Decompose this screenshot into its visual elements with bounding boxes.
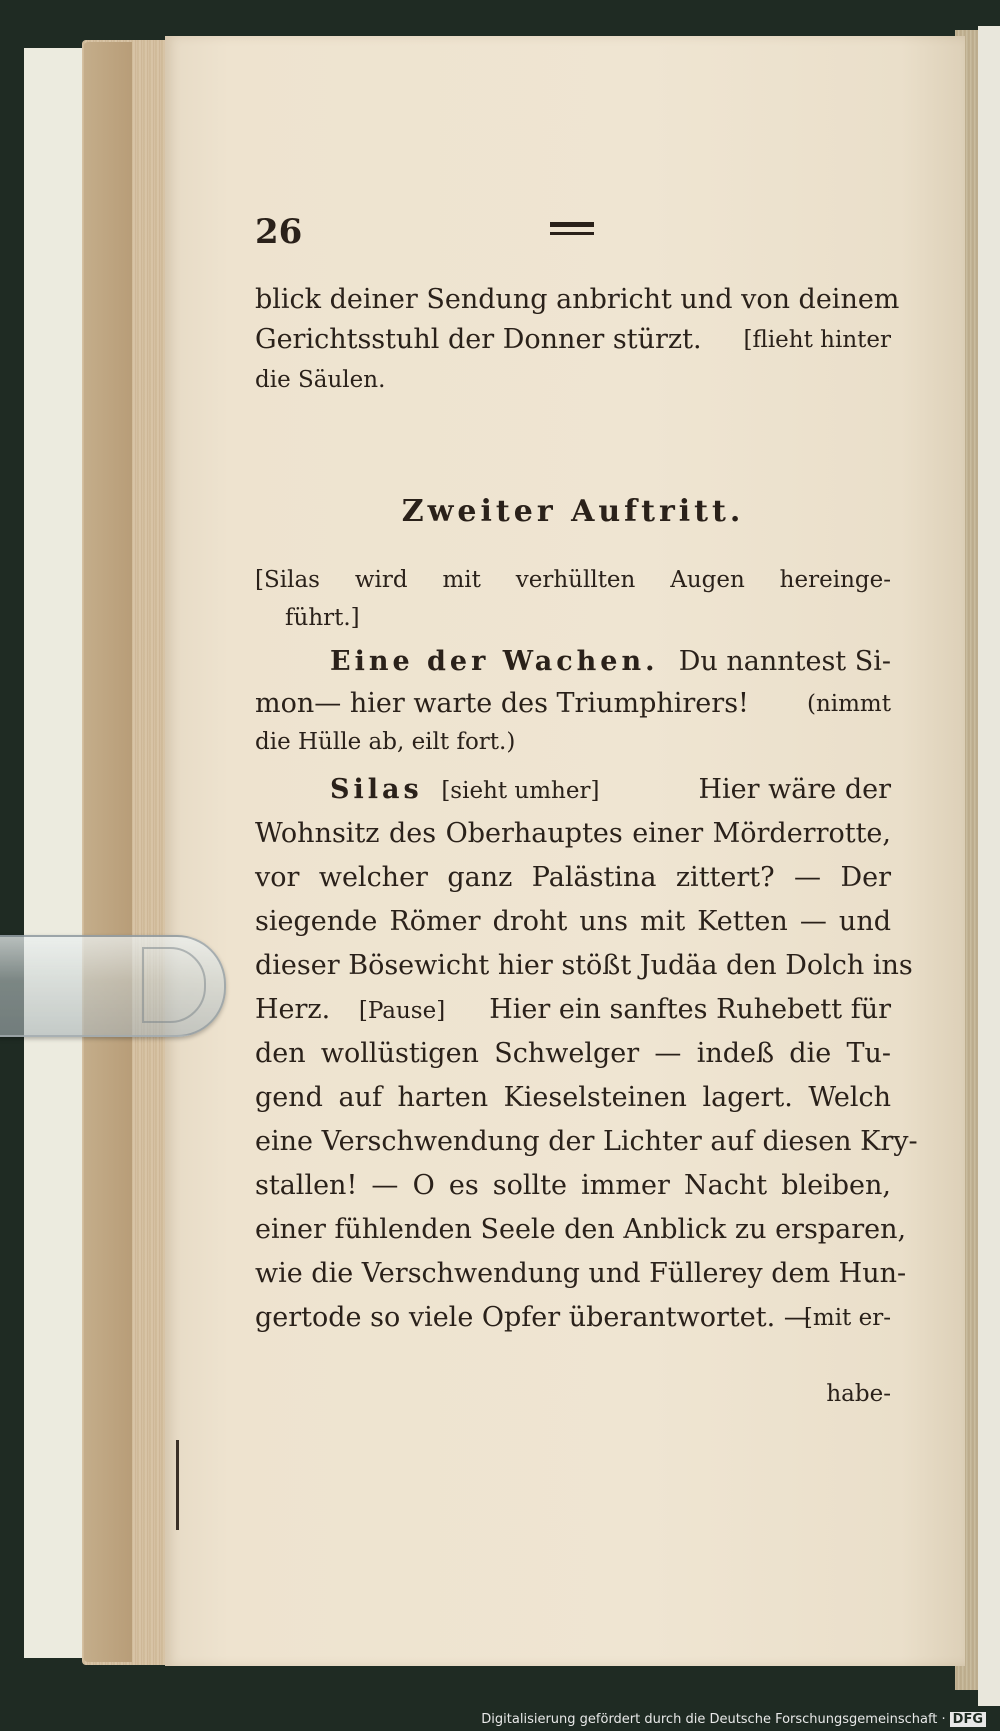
catchword: habe- — [826, 1381, 891, 1407]
front-cover — [978, 26, 1000, 1706]
dfg-logo: DFG — [950, 1712, 986, 1727]
text-line: wie die Verschwendung und Füllerey dem Hun- — [255, 1258, 907, 1289]
speaker-name: Eine der Wachen. — [330, 646, 659, 677]
text-span: mon— hier warte des Triumphirers! — [255, 688, 749, 719]
text-span: gertode so viele Opfer überantwortet. — — [255, 1302, 811, 1333]
page-edges-shadow — [84, 42, 132, 1662]
text-line: den wollüstigen Schwelger — indeß die Tu- — [255, 1038, 891, 1069]
stage-direction: [Silas wird mit verhüllten Augen hereinge- — [255, 567, 891, 593]
text-line: siegende Römer droht uns mit Ketten — und — [255, 906, 891, 937]
speaker-name: Silas — [330, 774, 423, 805]
text-line — [330, 770, 891, 811]
glass-page-weight — [0, 935, 226, 1037]
page-number: 26 — [255, 212, 303, 252]
stage-direction: [Pause] — [358, 998, 446, 1024]
glass-highlight — [142, 947, 206, 1023]
text-line: dieser Bösewicht hier stößt Judäa den Dolch ins — [255, 950, 913, 981]
stage-direction: die Hülle ab, eilt fort.) — [255, 729, 516, 755]
text-line: eine Verschwendung der Lichter auf diesen Kry- — [255, 1126, 918, 1157]
text-line: gend auf harten Kieselsteinen lagert. Welch — [255, 1082, 891, 1113]
gutter-mark — [176, 1440, 179, 1530]
stage-direction: (nimmt — [806, 691, 891, 717]
stage-direction: führt.] — [285, 605, 360, 631]
header-rule — [550, 222, 594, 227]
scene-heading: Zweiter Auftritt. — [401, 494, 745, 529]
text-line — [255, 990, 891, 1031]
text-line — [330, 642, 891, 682]
text-line: vor welcher ganz Palästina zittert? — Der — [255, 862, 891, 893]
text-span: Hier wäre der — [698, 774, 891, 805]
text-line: stallen! — O es sollte immer Nacht bleiben, — [255, 1170, 891, 1201]
digitization-credit — [481, 1712, 986, 1727]
text-line: einer fühlenden Seele den Anblick zu ersparen, — [255, 1214, 907, 1245]
stage-direction: [sieht umher] — [441, 778, 600, 804]
text-span: Gerichtsstuhl der Donner stürzt. — [255, 324, 702, 355]
stage-direction: [mit er- — [803, 1305, 891, 1331]
text-line — [255, 320, 891, 360]
text-span: Du nanntest Si- — [678, 646, 891, 677]
text-line — [255, 684, 891, 724]
stage-direction: die Säulen. — [255, 367, 386, 393]
text-span: Hier ein sanftes Ruhebett für — [489, 994, 891, 1025]
text-span: Herz. — [255, 994, 331, 1025]
text-line — [255, 1298, 891, 1338]
back-cover — [24, 48, 86, 1658]
text-line: Wohnsitz des Oberhauptes einer Mörderrotte, — [255, 818, 891, 849]
text-line: blick deiner Sendung anbricht und von deinem — [255, 284, 900, 315]
credit-text: Digitalisierung gefördert durch die Deutsche Forschungsgemeinschaft · — [481, 1712, 946, 1727]
stage-direction: [flieht hinter — [743, 327, 891, 353]
header-rule-lower — [550, 232, 594, 235]
